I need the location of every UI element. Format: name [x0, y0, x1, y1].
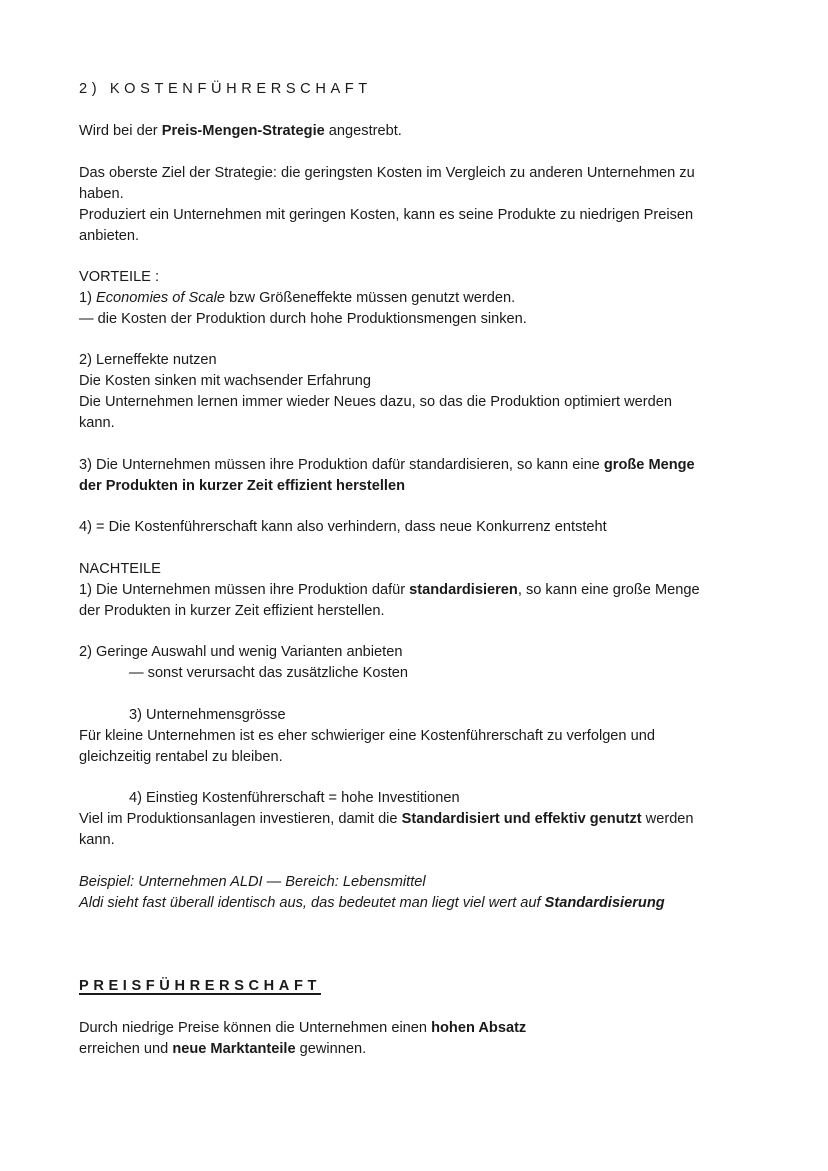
- vorteile-point-3: 3) Die Unternehmen müssen ihre Produktion dafür standardisieren, so kann eine große Menge: [79, 457, 695, 473]
- vorteile-point-2-line-3: Die Unternehmen lernen immer wieder Neues dazu, so das die Produktion optimiert werden: [79, 394, 672, 410]
- nachteile-point-4: 4) Einstieg Kostenführerschaft = hohe Investitionen: [129, 790, 460, 806]
- vorteile-point-2-line-4: kann.: [79, 415, 115, 431]
- preis-mengen-strategie-term: Preis-Mengen-Strategie: [161, 123, 325, 139]
- goal-line-2: haben.: [79, 186, 124, 202]
- nachteile-point-4-line-3: kann.: [79, 832, 115, 848]
- nachteile-title: NACHTEILE: [79, 561, 161, 577]
- nachteile-point-2: 2) Geringe Auswahl und wenig Varianten anbieten: [79, 644, 403, 660]
- beispiel-line-1: Beispiel: Unternehmen ALDI — Bereich: Lebensmittel: [79, 874, 426, 890]
- goal-line-1: Das oberste Ziel der Strategie: die geringsten Kosten im Vergleich zu anderen Unternehmen zu: [79, 165, 695, 181]
- nachteile-point-4-line-2: Viel im Produktionsanlagen investieren, damit die Standardisiert und effektiv genutzt werden: [79, 811, 694, 827]
- vorteile-point-4: 4) = Die Kostenführerschaft kann also verhindern, dass neue Konkurrenz entsteht: [79, 519, 607, 535]
- preisfuehrerschaft-line-2: erreichen und neue Marktanteile gewinnen.: [79, 1041, 367, 1057]
- section-heading-kostenfuehrerschaft: 2) KOSTENFÜHRERSCHAFT: [79, 81, 372, 97]
- beispiel-line-2: Aldi sieht fast überall identisch aus, das bedeutet man liegt viel wert auf Standardisierung: [79, 895, 665, 911]
- nachteile-point-2-line-2: — sonst verursacht das zusätzliche Kosten: [129, 665, 409, 681]
- vorteile-point-2: 2) Lerneffekte nutzen: [79, 352, 217, 368]
- nachteile-point-3-line-2: Für kleine Unternehmen ist es eher schwieriger eine Kostenführerschaft zu verfolgen und: [79, 728, 655, 744]
- intro-paragraph: Wird bei der Preis-Mengen-Strategie angestrebt.: [79, 123, 402, 139]
- nachteile-point-3-line-3: gleichzeitig rentabel zu bleiben.: [79, 749, 283, 765]
- vorteile-title: VORTEILE :: [79, 269, 160, 285]
- nachteile-point-1-line-2: der Produkten in kurzer Zeit effizient herstellen.: [79, 603, 385, 619]
- vorteile-point-1: 1) Economies of Scale bzw Größeneffekte müssen genutzt werden.: [79, 290, 516, 306]
- vorteile-point-1-detail: — die Kosten der Produktion durch hohe Produktionsmengen sinken.: [79, 311, 527, 327]
- preisfuehrerschaft-line-1: Durch niedrige Preise können die Unternehmen einen hohen Absatz: [79, 1020, 527, 1036]
- section-heading-preisfuehrerschaft: PREISFÜHRERSCHAFT: [79, 978, 321, 994]
- vorteile-point-2-line-2: Die Kosten sinken mit wachsender Erfahrung: [79, 373, 372, 389]
- nachteile-point-1: 1) Die Unternehmen müssen ihre Produktion dafür standardisieren, so kann eine große Menge: [79, 582, 700, 598]
- nachteile-point-3: 3) Unternehmensgrösse: [129, 707, 286, 723]
- goal-line-3: Produziert ein Unternehmen mit geringen Kosten, kann es seine Produkte zu niedrigen Preisen: [79, 207, 694, 223]
- goal-line-4: anbieten.: [79, 228, 140, 244]
- vorteile-point-3-line-2: der Produkten in kurzer Zeit effizient herstellen: [79, 478, 405, 494]
- economies-of-scale-term: Economies of Scale: [96, 290, 226, 306]
